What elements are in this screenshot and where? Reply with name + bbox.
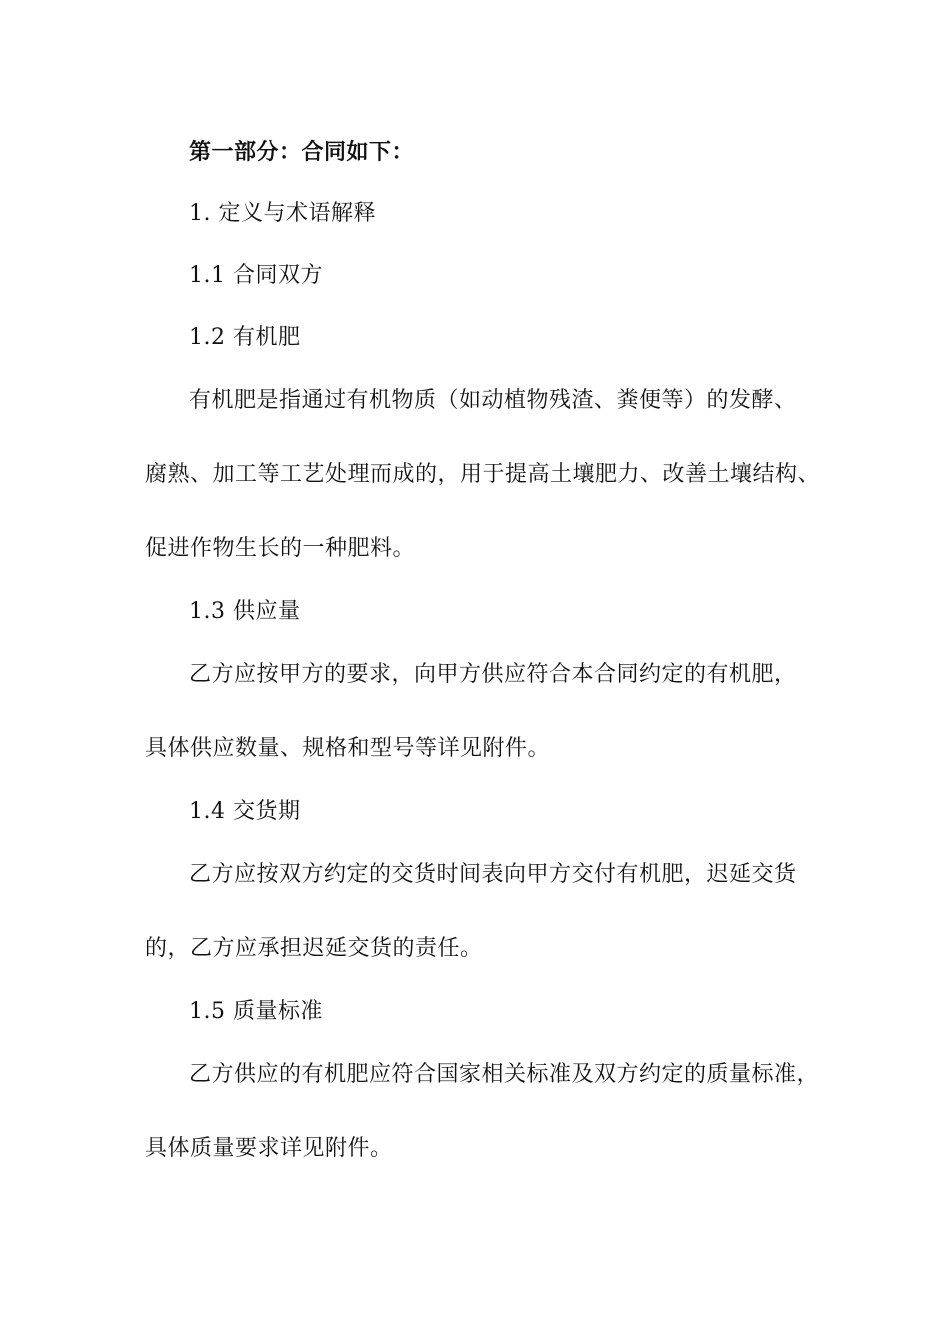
section-heading-1: 1. 定义与术语解释 (189, 201, 376, 226)
section-heading-1-4: 1.4 交货期 (189, 799, 301, 824)
paragraph-1-2-line-1: 有机肥是指通过有机物质（如动植物残渣、粪便等）的发酵、 (189, 388, 797, 413)
paragraph-1-5-line-1: 乙方供应的有机肥应符合国家相关标准及双方约定的质量标准， (189, 1062, 820, 1087)
paragraph-1-3-line-2: 具体供应数量、规格和型号等详见附件。 (145, 736, 551, 761)
paragraph-1-4-line-1: 乙方应按双方约定的交货时间表向甲方交付有机肥，迟延交货 (189, 862, 797, 887)
paragraph-1-4-line-2: 的，乙方应承担迟延交货的责任。 (145, 936, 483, 961)
section-heading-1-1: 1.1 合同双方 (189, 263, 323, 288)
paragraph-1-2-line-3: 促进作物生长的一种肥料。 (145, 536, 416, 561)
part-title: 第一部分：合同如下： (189, 139, 415, 165)
section-heading-1-3: 1.3 供应量 (189, 599, 301, 624)
paragraph-1-3-line-1: 乙方应按甲方的要求，向甲方供应符合本合同约定的有机肥， (189, 662, 797, 687)
section-heading-1-2: 1.2 有机肥 (189, 325, 301, 350)
paragraph-1-2-line-2: 腐熟、加工等工艺处理而成的，用于提高土壤肥力、改善土壤结构、 (145, 462, 821, 487)
section-heading-1-5: 1.5 质量标准 (189, 999, 323, 1024)
paragraph-1-5-line-2: 具体质量要求详见附件。 (145, 1136, 393, 1161)
